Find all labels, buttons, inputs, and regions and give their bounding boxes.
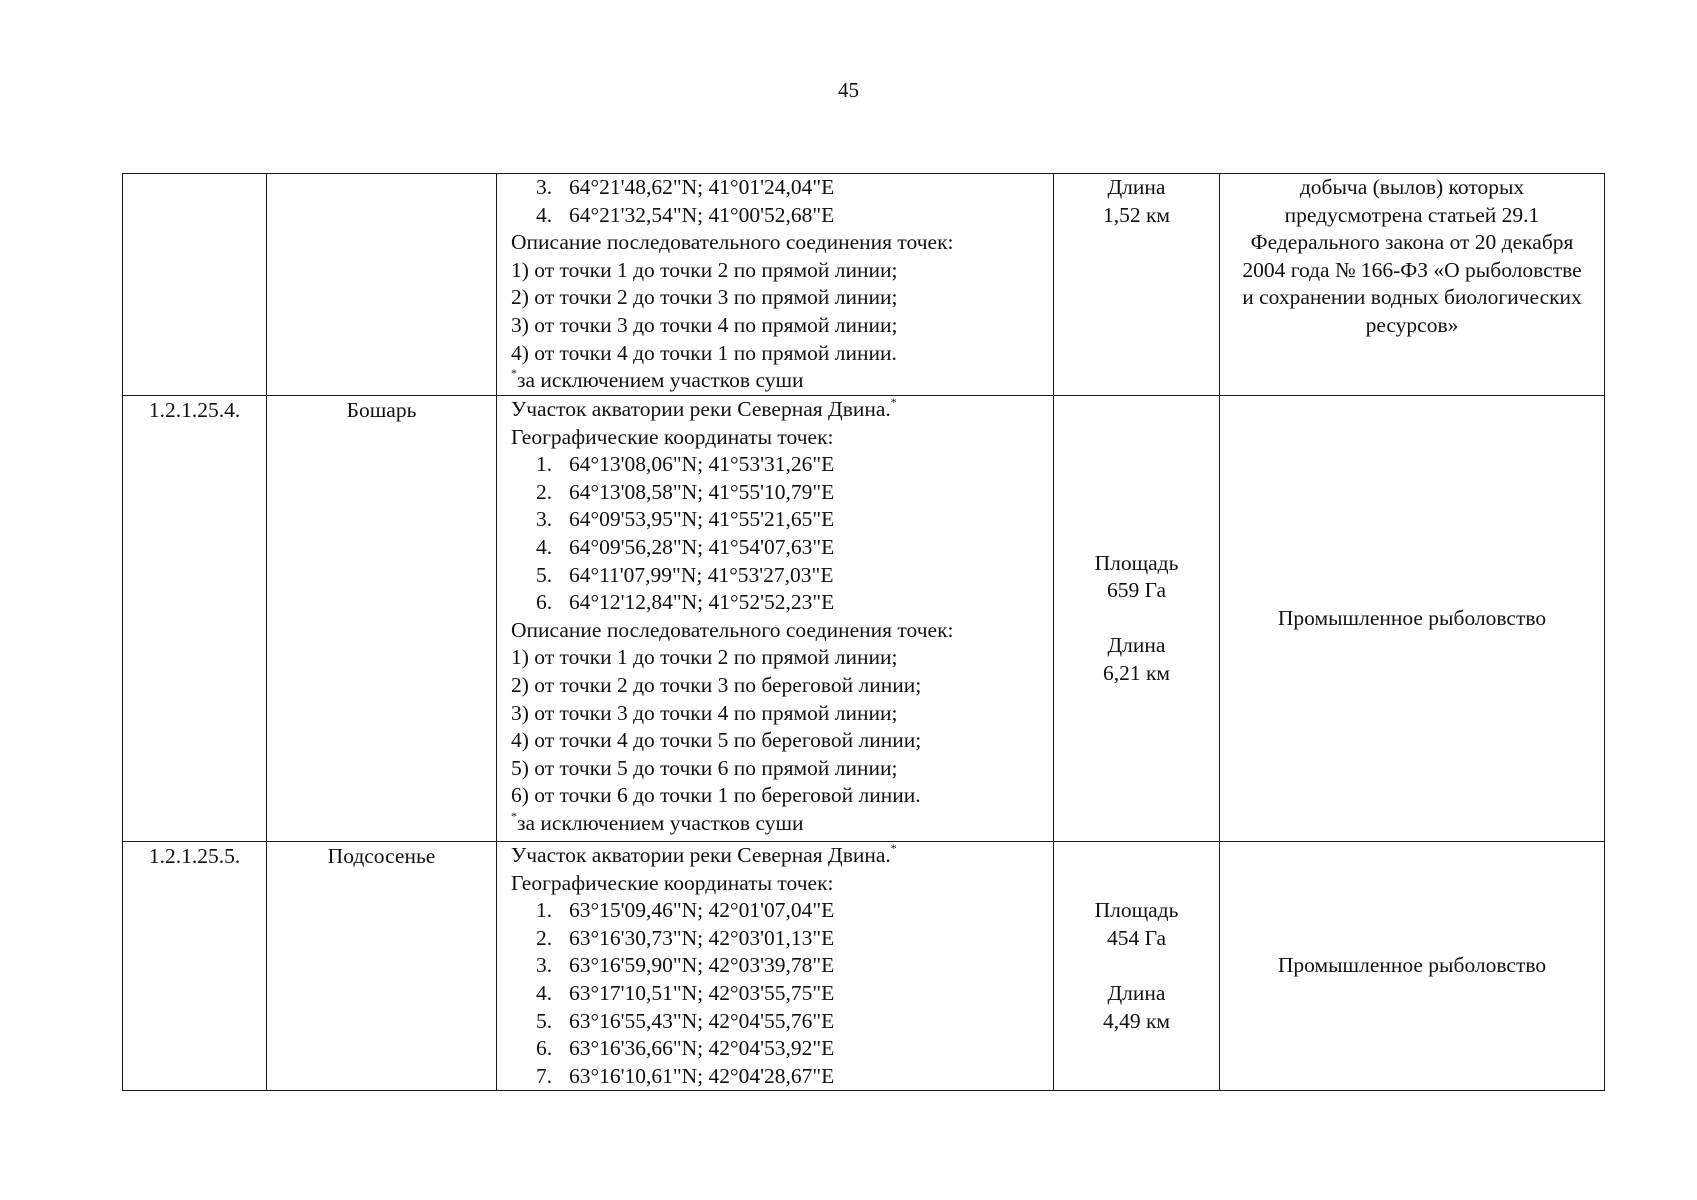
measure-cell	[1054, 842, 1220, 1091]
purpose-line: добыча (вылов) которых	[1299, 175, 1525, 199]
purpose-line: Федерального закона от 20 декабря	[1250, 230, 1574, 255]
coordinates-title: Географические координаты точек:	[511, 870, 834, 895]
connection-description-title: Описание последовательного соединения точек:	[511, 230, 954, 255]
coordinate-point: 4. 64°09'56,28"N; 41°54'07,63"E	[536, 534, 835, 559]
coordinate-point: 1. 63°15'09,46"N; 42°01'07,04"E	[536, 898, 835, 923]
coordinate-point: 6. 64°12'12,84"N; 41°52'52,23"E	[536, 590, 835, 615]
measure-cell	[1054, 396, 1220, 842]
area-title: Участок акватории реки Северная Двина.*	[511, 394, 897, 421]
connection-item: 1) от точки 1 до точки 2 по прямой линии;	[511, 257, 898, 282]
coordinate-point: 4. 63°17'10,51"N; 42°03'55,75"E	[536, 980, 835, 1005]
area-name-cell: Бошарь	[267, 396, 497, 842]
purpose-line: предусмотрена статьей 29.1	[1284, 202, 1540, 227]
footnote: *за исключением участков суши	[511, 366, 804, 393]
table-row	[123, 396, 1605, 842]
area-label: Площадь	[1094, 550, 1179, 575]
fishing-areas-table	[122, 173, 1605, 1091]
coordinate-point: 3. 63°16'59,90"N; 42°03'39,78"E	[536, 953, 835, 978]
purpose-line: ресурсов»	[1365, 312, 1459, 337]
coordinate-point: 4. 64°21'32,54"N; 41°00'52,68"E	[536, 202, 835, 227]
connection-item: 4) от точки 4 до точки 1 по прямой линии.	[511, 340, 897, 365]
connection-item: 2) от точки 2 до точки 3 по береговой линии;	[511, 672, 922, 697]
connection-item: 3) от точки 3 до точки 4 по прямой линии;	[511, 700, 898, 725]
length-label: Длина	[1107, 980, 1166, 1005]
coordinate-point: 5. 63°16'55,43"N; 42°04'55,76"E	[536, 1008, 835, 1033]
coordinate-point: 1. 64°13'08,06"N; 41°53'31,26"E	[536, 452, 835, 477]
coordinate-point: 3. 64°21'48,62"N; 41°01'24,04"E	[536, 175, 835, 199]
length-value: 6,21 км	[1102, 660, 1171, 685]
area-name-cell	[267, 174, 497, 396]
length-label: Длина	[1107, 175, 1166, 199]
row-number-cell: 1.2.1.25.4.	[123, 396, 267, 842]
length-label: Длина	[1107, 633, 1166, 658]
connection-item: 5) от точки 5 до точки 6 по прямой линии;	[511, 755, 898, 780]
purpose-cell: Промышленное рыболовство	[1220, 842, 1605, 1091]
area-description-cell	[497, 842, 1054, 1091]
coordinate-point: 2. 64°13'08,58"N; 41°55'10,79"E	[536, 479, 835, 504]
purpose-line: 2004 года № 166-ФЗ «О рыболовстве	[1242, 257, 1582, 282]
connection-description-title: Описание последовательного соединения точек:	[511, 617, 954, 642]
connection-item: 2) от точки 2 до точки 3 по прямой линии;	[511, 285, 898, 310]
row-number-cell	[123, 174, 267, 396]
coordinate-point: 2. 63°16'30,73"N; 42°03'01,13"E	[536, 925, 835, 950]
area-name-cell: Подсосенье	[267, 842, 497, 1091]
connection-item: 4) от точки 4 до точки 5 по береговой линии;	[511, 728, 922, 753]
length-value: 1,52 км	[1102, 202, 1171, 227]
coordinate-point: 5. 64°11'07,99"N; 41°53'27,03"E	[536, 562, 834, 587]
coordinate-point: 7. 63°16'10,61"N; 42°04'28,67"E	[536, 1063, 835, 1088]
table-row	[123, 174, 1605, 396]
coordinate-point: 6. 63°16'36,66"N; 42°04'53,92"E	[536, 1036, 835, 1061]
table-row	[123, 842, 1605, 1091]
purpose-cell: Промышленное рыболовство	[1220, 396, 1605, 842]
page-number: 45	[838, 78, 859, 102]
footnote: *за исключением участков суши	[511, 808, 804, 835]
connection-item: 3) от точки 3 до точки 4 по прямой линии;	[511, 312, 898, 337]
purpose-cell	[1220, 174, 1605, 396]
coordinate-point: 3. 64°09'53,95"N; 41°55'21,65"E	[536, 507, 835, 532]
measure-cell	[1054, 174, 1220, 396]
area-title: Участок акватории реки Северная Двина.*	[511, 840, 897, 867]
connection-item: 1) от точки 1 до точки 2 по прямой линии;	[511, 645, 898, 670]
area-description-cell	[497, 396, 1054, 842]
connection-item: 6) от точки 6 до точки 1 по береговой линии.	[511, 783, 921, 808]
row-number-cell: 1.2.1.25.5.	[123, 842, 267, 1091]
area-value: 659 Га	[1106, 578, 1167, 603]
area-value: 454 Га	[1106, 925, 1167, 950]
coordinates-title: Географические координаты точек:	[511, 424, 834, 449]
area-label: Площадь	[1094, 898, 1179, 923]
length-value: 4,49 км	[1102, 1008, 1171, 1033]
purpose-line: и сохранении водных биологических	[1242, 285, 1582, 310]
area-description-cell	[497, 174, 1054, 396]
